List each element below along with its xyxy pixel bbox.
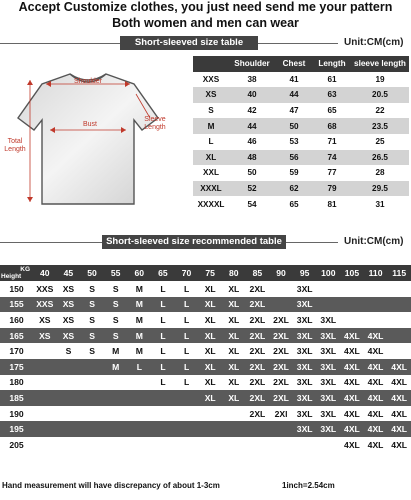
weight-col-header: 115	[387, 265, 411, 281]
height-row	[0, 421, 411, 437]
recommended-size-cell: 2XL	[269, 375, 293, 391]
recommended-size-cell: L	[175, 343, 199, 359]
size-row	[193, 165, 409, 181]
recommended-size-cell: 3XL	[317, 343, 341, 359]
size-row	[193, 118, 409, 134]
recommended-size-cell: 4XL	[364, 406, 388, 422]
recommended-size-cell	[80, 359, 104, 375]
size-value-cell: 54	[229, 196, 275, 212]
size-label-cell: XL	[193, 150, 229, 166]
recommend-table	[0, 265, 411, 453]
recommended-size-cell	[387, 328, 411, 344]
recommended-size-cell	[104, 421, 128, 437]
recommended-size-cell: XL	[222, 281, 246, 297]
recommended-size-cell: 3XL	[293, 312, 317, 328]
recommended-size-cell: S	[104, 312, 128, 328]
recommended-size-cell: 2XL	[246, 343, 270, 359]
height-label-cell: 185	[0, 390, 33, 406]
recommended-size-cell: XL	[198, 343, 222, 359]
height-label-cell: 205	[0, 437, 33, 453]
recommended-size-cell: XXS	[33, 281, 57, 297]
weight-col-header: 100	[317, 265, 341, 281]
recommended-size-cell: 2XL	[246, 328, 270, 344]
recommended-size-cell	[128, 437, 152, 453]
length-col-header: Length	[313, 56, 351, 72]
size-label-cell: XXXXL	[193, 196, 229, 212]
recommended-size-cell	[151, 421, 175, 437]
recommended-size-cell: M	[128, 297, 152, 313]
size-value-cell: 48	[229, 150, 275, 166]
recommended-size-cell	[222, 437, 246, 453]
recommended-size-cell	[269, 437, 293, 453]
recommended-size-cell: L	[128, 359, 152, 375]
height-row	[0, 328, 411, 344]
height-label-cell: 160	[0, 312, 33, 328]
recommended-size-cell: L	[175, 359, 199, 375]
chest-col-header: Chest	[275, 56, 313, 72]
size-table-header	[193, 56, 409, 72]
recommended-size-cell: 3XL	[293, 359, 317, 375]
size-value-cell: 52	[229, 181, 275, 197]
size-row	[193, 72, 409, 88]
recommended-size-cell: 4XL	[364, 343, 388, 359]
height-label-cell: 155	[0, 297, 33, 313]
size-value-cell: 42	[229, 103, 275, 119]
size-value-cell: 56	[275, 150, 313, 166]
size-value-cell: 63	[313, 87, 351, 103]
size-value-cell: 40	[229, 87, 275, 103]
size-table	[193, 56, 409, 212]
recommended-size-cell	[80, 437, 104, 453]
recommended-size-cell	[175, 421, 199, 437]
recommended-size-cell: 3XL	[317, 421, 341, 437]
size-value-cell: 59	[275, 165, 313, 181]
recommended-size-cell	[128, 390, 152, 406]
recommended-size-cell: 4XL	[364, 328, 388, 344]
weight-col-header: 105	[340, 265, 364, 281]
recommended-size-cell	[80, 375, 104, 391]
recommended-size-cell	[364, 312, 388, 328]
recommended-size-cell: 4XL	[340, 343, 364, 359]
size-row	[193, 87, 409, 103]
size-value-cell: 68	[313, 118, 351, 134]
recommended-size-cell: M	[128, 312, 152, 328]
recommended-size-cell	[364, 297, 388, 313]
recommended-size-cell: S	[104, 328, 128, 344]
recommended-size-cell	[269, 281, 293, 297]
recommended-size-cell: L	[175, 297, 199, 313]
recommended-size-cell	[57, 375, 81, 391]
size-label-cell: S	[193, 103, 229, 119]
measurement-note: Hand measurement will have discrepancy of about 1-3cm	[2, 481, 220, 490]
size-value-cell: 65	[275, 196, 313, 212]
inch-note: 1inch=2.54cm	[282, 481, 335, 490]
height-label-cell: 180	[0, 375, 33, 391]
sleeve-label: Sleeve Length	[144, 116, 166, 131]
size-value-cell: 25	[351, 134, 409, 150]
size-row	[193, 150, 409, 166]
size-value-cell: 31	[351, 196, 409, 212]
height-row	[0, 312, 411, 328]
recommended-size-cell: 4XL	[387, 390, 411, 406]
weight-col-header: 60	[128, 265, 152, 281]
recommended-size-cell	[128, 406, 152, 422]
total-length-label: Total Length	[4, 138, 26, 153]
recommended-size-cell: 4XL	[340, 359, 364, 375]
recommended-size-cell	[387, 297, 411, 313]
recommended-size-cell	[104, 375, 128, 391]
recommended-size-cell: 3XL	[317, 328, 341, 344]
recommended-size-cell: 2XL	[246, 312, 270, 328]
recommended-size-cell: XL	[222, 375, 246, 391]
weight-col-header: 90	[269, 265, 293, 281]
divider-left-2	[0, 242, 102, 243]
recommended-size-cell	[340, 297, 364, 313]
header-line-1: Accept Customize clothes, you just need send me your pattern	[18, 0, 393, 14]
recommended-size-cell: S	[104, 297, 128, 313]
recommended-size-cell: 3XL	[293, 375, 317, 391]
recommended-size-cell: 3XL	[293, 421, 317, 437]
bust-label: Bust	[82, 121, 97, 128]
recommended-size-cell	[33, 421, 57, 437]
recommended-size-cell: 4XL	[340, 406, 364, 422]
recommended-size-cell: M	[128, 328, 152, 344]
weight-col-header: 55	[104, 265, 128, 281]
size-value-cell: 50	[229, 165, 275, 181]
size-value-cell: 62	[275, 181, 313, 197]
recommended-size-cell	[340, 281, 364, 297]
size-value-cell: 38	[229, 72, 275, 88]
recommended-size-cell	[317, 281, 341, 297]
recommended-size-cell: XL	[222, 297, 246, 313]
recommended-size-cell	[222, 406, 246, 422]
recommended-size-cell: XS	[57, 297, 81, 313]
recommended-size-cell: S	[80, 328, 104, 344]
size-value-cell: 77	[313, 165, 351, 181]
recommended-size-cell	[246, 421, 270, 437]
recommended-size-cell: 3XL	[317, 406, 341, 422]
recommended-size-cell: 3XL	[317, 312, 341, 328]
recommended-size-cell	[104, 406, 128, 422]
recommended-size-cell: XXS	[33, 297, 57, 313]
size-value-cell: 81	[313, 196, 351, 212]
recommended-size-cell	[57, 390, 81, 406]
recommended-size-cell: M	[128, 281, 152, 297]
size-label-cell: M	[193, 118, 229, 134]
height-row	[0, 390, 411, 406]
recommended-size-cell: L	[151, 359, 175, 375]
corner-cell	[0, 265, 33, 281]
size-value-cell: 65	[313, 103, 351, 119]
size-value-cell: 19	[351, 72, 409, 88]
weight-col-header: 75	[198, 265, 222, 281]
corner-height: Height	[1, 273, 22, 280]
recommended-size-cell: 4XL	[340, 390, 364, 406]
recommended-size-cell	[128, 375, 152, 391]
recommended-size-cell: M	[128, 343, 152, 359]
recommended-size-cell: 4XL	[387, 375, 411, 391]
height-row	[0, 437, 411, 453]
divider-right-2	[286, 242, 338, 243]
recommended-size-cell: XS	[57, 281, 81, 297]
recommended-size-cell: S	[104, 281, 128, 297]
recommended-size-cell: 2XL	[246, 359, 270, 375]
weight-col-header: 80	[222, 265, 246, 281]
size-value-cell: 50	[275, 118, 313, 134]
recommended-size-cell	[293, 437, 317, 453]
size-value-cell: 47	[275, 103, 313, 119]
recommended-size-cell: 2XL	[269, 312, 293, 328]
recommended-size-cell: L	[151, 375, 175, 391]
divider-left	[0, 43, 120, 44]
recommended-size-cell	[33, 390, 57, 406]
size-value-cell: 44	[275, 87, 313, 103]
recommended-size-cell: 4XL	[340, 421, 364, 437]
recommended-size-cell: 2XL	[269, 343, 293, 359]
recommended-size-cell: 4XL	[387, 406, 411, 422]
recommended-size-cell: 3XL	[317, 375, 341, 391]
corner-kg: KG	[20, 266, 30, 273]
height-row	[0, 375, 411, 391]
recommended-size-cell: XS	[33, 328, 57, 344]
recommended-size-cell: XL	[222, 328, 246, 344]
recommended-size-cell: L	[151, 328, 175, 344]
recommended-size-cell: M	[104, 359, 128, 375]
size-value-cell: 26.5	[351, 150, 409, 166]
recommended-size-cell: 4XL	[364, 390, 388, 406]
recommended-size-cell: 4XL	[364, 421, 388, 437]
height-row	[0, 297, 411, 313]
recommended-size-cell	[269, 421, 293, 437]
recommended-size-cell	[33, 343, 57, 359]
recommended-size-cell: XS	[57, 312, 81, 328]
size-label-cell: XS	[193, 87, 229, 103]
recommended-size-cell: XS	[57, 328, 81, 344]
recommended-size-cell	[222, 421, 246, 437]
size-value-cell: 46	[229, 134, 275, 150]
recommended-size-cell	[128, 421, 152, 437]
size-value-cell: 53	[275, 134, 313, 150]
recommended-size-cell	[151, 406, 175, 422]
size-value-cell: 29.5	[351, 181, 409, 197]
shirt-diagram	[0, 56, 190, 226]
size-row	[193, 103, 409, 119]
weight-col-header: 65	[151, 265, 175, 281]
recommended-size-cell	[340, 312, 364, 328]
recommended-size-cell: 2XL	[269, 359, 293, 375]
sleeve-col-header: sleeve length	[351, 56, 409, 72]
recommended-size-cell: L	[175, 375, 199, 391]
recommended-size-cell: 3XL	[293, 297, 317, 313]
recommended-size-cell: 2XL	[246, 375, 270, 391]
height-label-cell: 170	[0, 343, 33, 359]
recommended-size-cell	[33, 437, 57, 453]
recommended-size-cell: XL	[198, 281, 222, 297]
header-line-2: Both women and men can wear	[112, 16, 299, 30]
recommended-size-cell: XL	[198, 312, 222, 328]
recommended-size-cell: 4XL	[364, 359, 388, 375]
recommended-size-cell: S	[80, 312, 104, 328]
recommended-size-cell: 4XL	[387, 421, 411, 437]
weight-col-header: 45	[57, 265, 81, 281]
recommended-size-cell: 2XL	[269, 390, 293, 406]
recommended-size-cell	[33, 406, 57, 422]
height-row	[0, 281, 411, 297]
recommended-size-cell: L	[151, 343, 175, 359]
recommended-size-cell: 4XL	[340, 328, 364, 344]
recommended-size-cell	[57, 421, 81, 437]
recommended-size-cell	[317, 297, 341, 313]
recommended-size-cell: 2XL	[246, 297, 270, 313]
recommended-size-cell	[175, 437, 199, 453]
recommended-size-cell: L	[151, 297, 175, 313]
recommended-size-cell	[57, 359, 81, 375]
recommended-size-cell	[175, 390, 199, 406]
height-row	[0, 359, 411, 375]
recommended-size-cell: M	[104, 343, 128, 359]
recommended-size-cell	[269, 297, 293, 313]
recommended-size-cell: 4XL	[387, 359, 411, 375]
recommended-size-cell	[387, 281, 411, 297]
size-value-cell: 71	[313, 134, 351, 150]
recommended-size-cell: S	[80, 281, 104, 297]
recommended-size-cell: 3XL	[293, 281, 317, 297]
size-row	[193, 134, 409, 150]
size-label-cell: XXL	[193, 165, 229, 181]
recommended-size-cell: L	[175, 312, 199, 328]
size-value-cell: 22	[351, 103, 409, 119]
recommended-size-cell	[198, 421, 222, 437]
recommended-size-cell: XL	[198, 375, 222, 391]
recommended-size-cell	[198, 437, 222, 453]
height-label-cell: 150	[0, 281, 33, 297]
recommended-size-cell: 2XL	[246, 281, 270, 297]
recommended-size-cell: 4XL	[387, 437, 411, 453]
recommended-size-cell: 4XL	[340, 375, 364, 391]
weight-col-header: 50	[80, 265, 104, 281]
recommended-size-cell	[104, 390, 128, 406]
recommended-size-cell: L	[151, 281, 175, 297]
size-row	[193, 196, 409, 212]
height-row	[0, 343, 411, 359]
recommended-size-cell	[387, 343, 411, 359]
recommended-size-cell: 3XL	[293, 406, 317, 422]
recommended-size-cell	[80, 406, 104, 422]
recommended-size-cell	[151, 437, 175, 453]
weight-col-header: 110	[364, 265, 388, 281]
recommended-size-cell: 2XL	[269, 328, 293, 344]
weight-col-header: 85	[246, 265, 270, 281]
recommend-table-unit: Unit:CM(cm)	[344, 236, 404, 247]
size-value-cell: 23.5	[351, 118, 409, 134]
recommended-size-cell: L	[175, 281, 199, 297]
recommended-size-cell: XL	[198, 359, 222, 375]
shoulder-col-header: Shoulder	[229, 56, 275, 72]
height-row	[0, 406, 411, 422]
size-value-cell: 41	[275, 72, 313, 88]
recommended-size-cell: 3XL	[293, 343, 317, 359]
size-value-cell: 74	[313, 150, 351, 166]
recommended-size-cell: XL	[198, 297, 222, 313]
recommend-table-header	[0, 265, 411, 281]
recommended-size-cell: XL	[222, 343, 246, 359]
weight-col-header: 40	[33, 265, 57, 281]
recommended-size-cell	[57, 437, 81, 453]
size-label-cell: L	[193, 134, 229, 150]
recommended-size-cell: XL	[198, 390, 222, 406]
recommended-size-cell: 2XL	[246, 406, 270, 422]
recommended-size-cell: XL	[222, 390, 246, 406]
recommended-size-cell: 2Xl	[269, 406, 293, 422]
height-label-cell: 165	[0, 328, 33, 344]
recommended-size-cell	[198, 406, 222, 422]
divider-right	[258, 43, 338, 44]
recommended-size-cell	[317, 437, 341, 453]
recommended-size-cell: 2XL	[246, 390, 270, 406]
recommended-size-cell	[80, 421, 104, 437]
weight-col-header: 70	[175, 265, 199, 281]
size-table-title: Short-sleeved size table	[120, 36, 258, 50]
weight-col-header: 95	[293, 265, 317, 281]
recommended-size-cell	[33, 375, 57, 391]
recommended-size-cell: XL	[222, 312, 246, 328]
size-row	[193, 181, 409, 197]
recommended-size-cell: 3XL	[293, 328, 317, 344]
recommended-size-cell: XS	[33, 312, 57, 328]
recommend-table-title: Short-sleeved size recommended table	[102, 235, 286, 249]
size-value-cell: 44	[229, 118, 275, 134]
height-label-cell: 190	[0, 406, 33, 422]
recommended-size-cell: 4XL	[364, 437, 388, 453]
shoulder-label: Shoulder	[73, 78, 103, 85]
recommended-size-cell	[80, 390, 104, 406]
recommended-size-cell: 3XL	[293, 390, 317, 406]
recommended-size-cell: 4XL	[340, 437, 364, 453]
recommended-size-cell: XL	[198, 328, 222, 344]
recommended-size-cell: 4XL	[364, 375, 388, 391]
recommended-size-cell: 3XL	[317, 390, 341, 406]
recommended-size-cell	[175, 406, 199, 422]
recommended-size-cell: XL	[222, 359, 246, 375]
recommended-size-cell: S	[80, 343, 104, 359]
recommended-size-cell: S	[57, 343, 81, 359]
recommended-size-cell: L	[151, 312, 175, 328]
size-label-cell: XXXL	[193, 181, 229, 197]
recommended-size-cell	[57, 406, 81, 422]
size-label-cell: XXS	[193, 72, 229, 88]
size-value-cell: 28	[351, 165, 409, 181]
recommended-size-cell	[151, 390, 175, 406]
height-label-cell: 195	[0, 421, 33, 437]
recommended-size-cell: L	[175, 328, 199, 344]
recommended-size-cell	[246, 437, 270, 453]
size-value-cell: 61	[313, 72, 351, 88]
recommended-size-cell: 3XL	[317, 359, 341, 375]
size-col-header	[193, 56, 229, 72]
recommended-size-cell	[364, 281, 388, 297]
recommended-size-cell: S	[80, 297, 104, 313]
height-label-cell: 175	[0, 359, 33, 375]
size-table-unit: Unit:CM(cm)	[344, 37, 404, 48]
recommended-size-cell	[387, 312, 411, 328]
size-value-cell: 20.5	[351, 87, 409, 103]
recommended-size-cell	[104, 437, 128, 453]
recommended-size-cell	[33, 359, 57, 375]
size-value-cell: 79	[313, 181, 351, 197]
